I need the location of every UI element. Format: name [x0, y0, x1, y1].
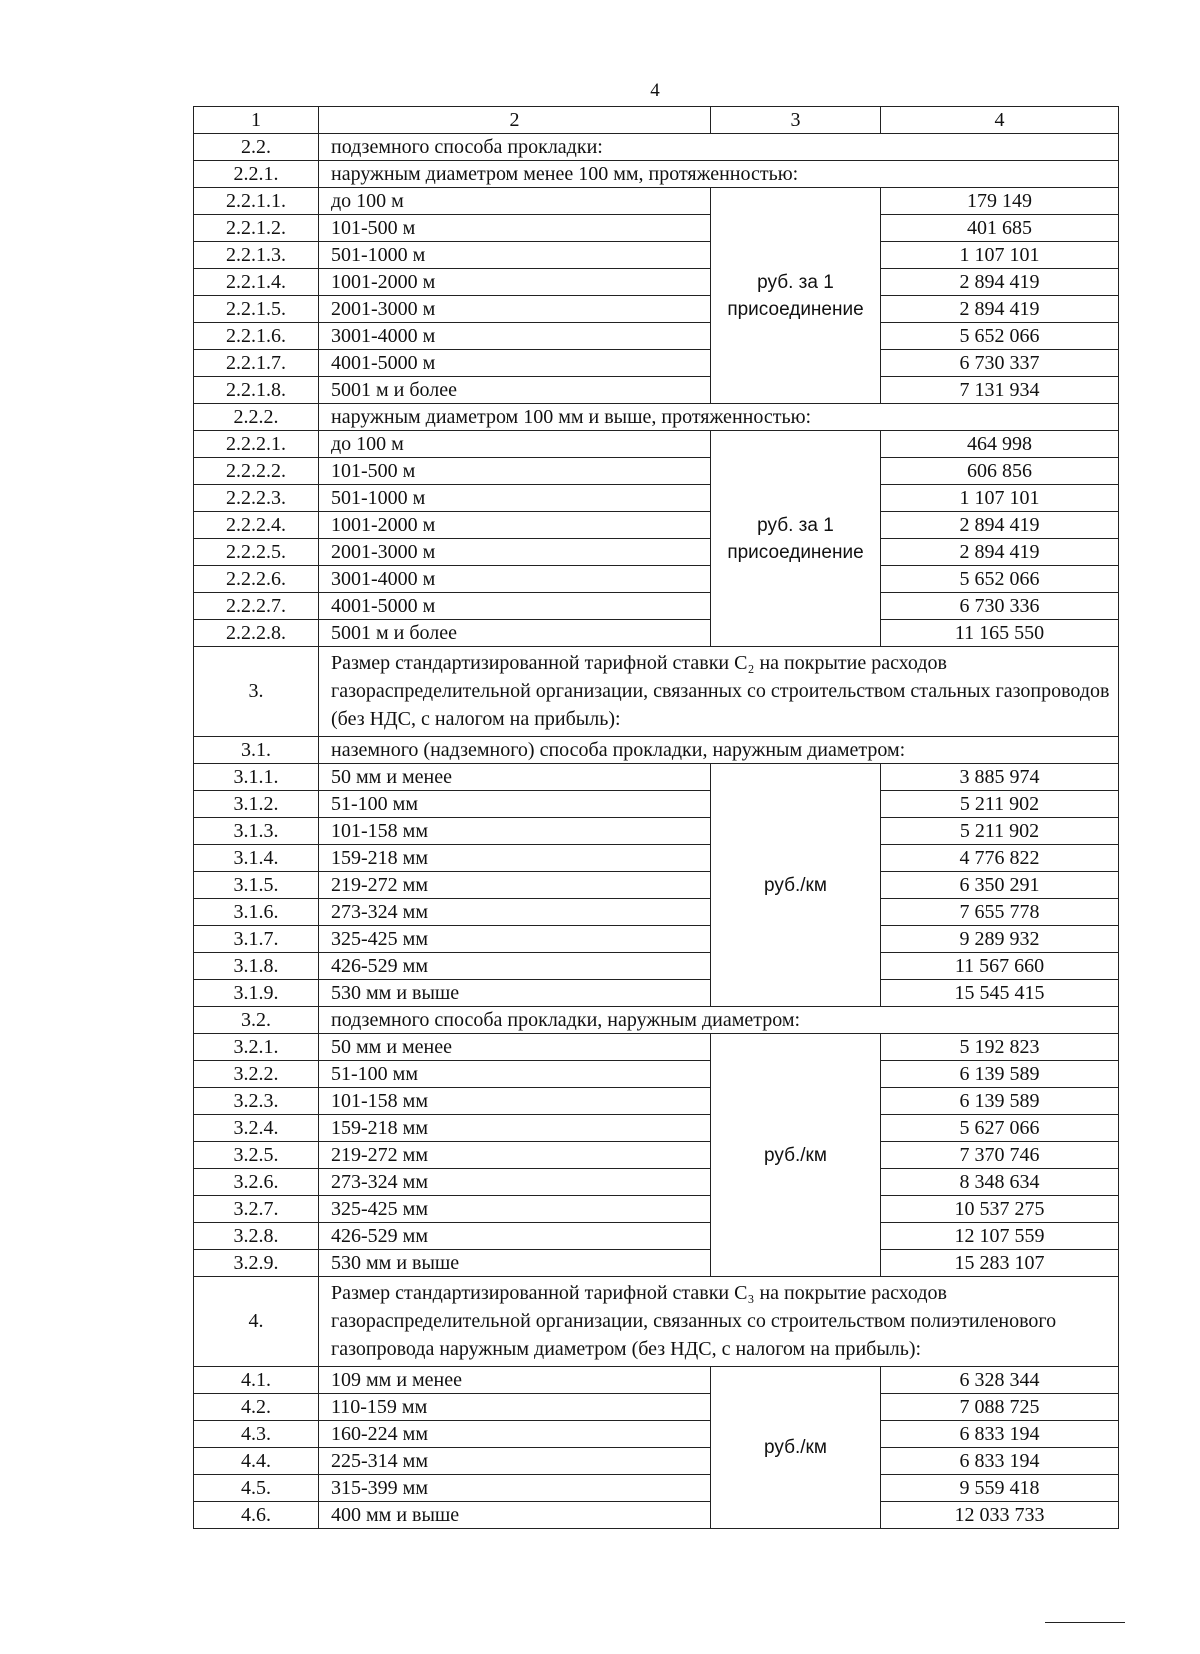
- row-description: 4001-5000 м: [319, 593, 711, 620]
- row-number: 3.2.1.: [194, 1034, 319, 1061]
- row-number: 3.1.4.: [194, 845, 319, 872]
- row-description: 5001 м и более: [319, 620, 711, 647]
- row-description: 51-100 мм: [319, 791, 711, 818]
- unit-label: руб./км: [711, 1367, 881, 1529]
- table-section-row: [194, 1007, 1119, 1034]
- rate-value: 6 833 194: [881, 1421, 1119, 1448]
- rate-value: 7 088 725: [881, 1394, 1119, 1421]
- table-row: [194, 485, 1119, 512]
- row-description: 219-272 мм: [319, 1142, 711, 1169]
- row-description: 273-324 мм: [319, 899, 711, 926]
- rate-value: 606 856: [881, 458, 1119, 485]
- row-description: 159-218 мм: [319, 845, 711, 872]
- table-row: [194, 818, 1119, 845]
- table-row: [194, 593, 1119, 620]
- row-description: 400 мм и выше: [319, 1502, 711, 1529]
- row-description: 2001-3000 м: [319, 296, 711, 323]
- rate-value: 1 107 101: [881, 485, 1119, 512]
- rate-value: 2 894 419: [881, 539, 1119, 566]
- rate-value: 11 567 660: [881, 953, 1119, 980]
- rate-value: 6 833 194: [881, 1448, 1119, 1475]
- row-number: 2.2.1.6.: [194, 323, 319, 350]
- row-number: 3.2.8.: [194, 1223, 319, 1250]
- table-row: [194, 1061, 1119, 1088]
- table-row: [194, 1142, 1119, 1169]
- table-row: [194, 1448, 1119, 1475]
- table-row: [194, 1034, 1119, 1061]
- section-title: подземного способа прокладки:: [319, 134, 1119, 161]
- row-description: 530 мм и выше: [319, 1250, 711, 1277]
- table-row: [194, 764, 1119, 791]
- header-cell: 2: [319, 107, 711, 134]
- row-description: 51-100 мм: [319, 1061, 711, 1088]
- table-row: [194, 953, 1119, 980]
- row-description: 160-224 мм: [319, 1421, 711, 1448]
- row-description: 426-529 мм: [319, 1223, 711, 1250]
- row-number: 3.1.6.: [194, 899, 319, 926]
- table-row: [194, 1367, 1119, 1394]
- table-row: [194, 926, 1119, 953]
- section-description: Размер стандартизированной тарифной ставки С₂ на покрытие расходов газораспределительной организации, связанных со строительством стальных газопроводов (без НДС, с налогом на прибыль):: [319, 647, 1119, 737]
- rate-value: 5 211 902: [881, 818, 1119, 845]
- rate-value: 3 885 974: [881, 764, 1119, 791]
- section-title: наружным диаметром 100 мм и выше, протяженностью:: [319, 404, 1119, 431]
- table-row: [194, 1088, 1119, 1115]
- table-row: [194, 845, 1119, 872]
- rate-value: 2 894 419: [881, 512, 1119, 539]
- row-description: 325-425 мм: [319, 1196, 711, 1223]
- row-number: 2.2.1.8.: [194, 377, 319, 404]
- table-row: [194, 1223, 1119, 1250]
- row-description: 101-500 м: [319, 458, 711, 485]
- row-description: до 100 м: [319, 431, 711, 458]
- row-number: 3.2.6.: [194, 1169, 319, 1196]
- rate-value: 6 350 291: [881, 872, 1119, 899]
- row-description: 2001-3000 м: [319, 539, 711, 566]
- table-row: [194, 1502, 1119, 1529]
- row-number: 4.3.: [194, 1421, 319, 1448]
- row-description: 501-1000 м: [319, 485, 711, 512]
- rate-value: 401 685: [881, 215, 1119, 242]
- table-paragraph-row: [194, 1277, 1119, 1367]
- table-row: [194, 899, 1119, 926]
- row-description: 4001-5000 м: [319, 350, 711, 377]
- rate-value: 5 627 066: [881, 1115, 1119, 1142]
- row-description: 501-1000 м: [319, 242, 711, 269]
- rate-value: 9 559 418: [881, 1475, 1119, 1502]
- table-row: [194, 566, 1119, 593]
- table-section-row: [194, 161, 1119, 188]
- table-header-row: [194, 107, 1119, 134]
- table-row: [194, 1250, 1119, 1277]
- row-number: 3.1.3.: [194, 818, 319, 845]
- rate-value: 12 033 733: [881, 1502, 1119, 1529]
- row-number: 2.2.2.4.: [194, 512, 319, 539]
- header-cell: 3: [711, 107, 881, 134]
- table-row: [194, 1196, 1119, 1223]
- table-row: [194, 872, 1119, 899]
- row-number: 4.2.: [194, 1394, 319, 1421]
- tariff-table-body: [194, 107, 1119, 1529]
- row-number: 3.1.8.: [194, 953, 319, 980]
- row-number: 2.2.2.1.: [194, 431, 319, 458]
- rate-value: 10 537 275: [881, 1196, 1119, 1223]
- row-number: 2.2.1.7.: [194, 350, 319, 377]
- rate-value: 6 328 344: [881, 1367, 1119, 1394]
- row-number: 2.2.1.1.: [194, 188, 319, 215]
- rate-value: 6 139 589: [881, 1061, 1119, 1088]
- row-description: 109 мм и менее: [319, 1367, 711, 1394]
- section-title: подземного способа прокладки, наружным диаметром:: [319, 1007, 1119, 1034]
- section-description: Размер стандартизированной тарифной ставки С₃ на покрытие расходов газораспределительной организации, связанных со строительством полиэтиленового газопровода наружным диаметром (без НДС, с налогом на прибыль):: [319, 1277, 1119, 1367]
- rate-value: 5 652 066: [881, 566, 1119, 593]
- table-row: [194, 512, 1119, 539]
- row-number: 2.2.2.7.: [194, 593, 319, 620]
- table-row: [194, 188, 1119, 215]
- table-row: [194, 431, 1119, 458]
- table-row: [194, 791, 1119, 818]
- row-description: 50 мм и менее: [319, 1034, 711, 1061]
- rate-value: 7 370 746: [881, 1142, 1119, 1169]
- rate-value: 6 730 337: [881, 350, 1119, 377]
- row-description: 1001-2000 м: [319, 269, 711, 296]
- unit-label: руб./км: [711, 764, 881, 1007]
- table-row: [194, 377, 1119, 404]
- row-number: 2.2.2.5.: [194, 539, 319, 566]
- row-description: 101-158 мм: [319, 1088, 711, 1115]
- row-description: 1001-2000 м: [319, 512, 711, 539]
- row-number: 2.2.2.3.: [194, 485, 319, 512]
- row-description: 3001-4000 м: [319, 566, 711, 593]
- header-cell: 4: [881, 107, 1119, 134]
- table-row: [194, 458, 1119, 485]
- footer-rule: [1045, 1622, 1125, 1623]
- section-title: наземного (надземного) способа прокладки, наружным диаметром:: [319, 737, 1119, 764]
- row-number: 3.2.9.: [194, 1250, 319, 1277]
- unit-label: руб. за 1 присоединение: [711, 431, 881, 647]
- rate-value: 11 165 550: [881, 620, 1119, 647]
- row-number: 2.2.1.2.: [194, 215, 319, 242]
- row-number: 3.2.: [194, 1007, 319, 1034]
- row-description: 225-314 мм: [319, 1448, 711, 1475]
- rate-value: 15 545 415: [881, 980, 1119, 1007]
- row-description: 325-425 мм: [319, 926, 711, 953]
- table-paragraph-row: [194, 647, 1119, 737]
- section-title: наружным диаметром менее 100 мм, протяженностью:: [319, 161, 1119, 188]
- rate-value: 6 139 589: [881, 1088, 1119, 1115]
- row-description: 273-324 мм: [319, 1169, 711, 1196]
- table-row: [194, 1394, 1119, 1421]
- row-description: 5001 м и более: [319, 377, 711, 404]
- header-cell: 1: [194, 107, 319, 134]
- rate-value: 2 894 419: [881, 269, 1119, 296]
- table-row: [194, 242, 1119, 269]
- table-row: [194, 980, 1119, 1007]
- table-row: [194, 215, 1119, 242]
- row-number: 3.1.9.: [194, 980, 319, 1007]
- rate-value: 5 192 823: [881, 1034, 1119, 1061]
- unit-label: руб. за 1 присоединение: [711, 188, 881, 404]
- table-section-row: [194, 737, 1119, 764]
- row-number: 3.1.5.: [194, 872, 319, 899]
- rate-value: 6 730 336: [881, 593, 1119, 620]
- row-number: 3.2.2.: [194, 1061, 319, 1088]
- row-number: 3.1.: [194, 737, 319, 764]
- row-number: 2.2.2.2.: [194, 458, 319, 485]
- unit-label: руб./км: [711, 1034, 881, 1277]
- row-description: 110-159 мм: [319, 1394, 711, 1421]
- row-number: 3.2.3.: [194, 1088, 319, 1115]
- table-row: [194, 296, 1119, 323]
- row-description: 3001-4000 м: [319, 323, 711, 350]
- row-number: 2.2.: [194, 134, 319, 161]
- row-number: 3.1.7.: [194, 926, 319, 953]
- row-description: 315-399 мм: [319, 1475, 711, 1502]
- row-number: 3.: [194, 647, 319, 737]
- rate-value: 12 107 559: [881, 1223, 1119, 1250]
- table-section-row: [194, 404, 1119, 431]
- row-number: 2.2.1.3.: [194, 242, 319, 269]
- rate-value: 2 894 419: [881, 296, 1119, 323]
- rate-value: 464 998: [881, 431, 1119, 458]
- row-number: 4.4.: [194, 1448, 319, 1475]
- row-number: 2.2.2.: [194, 404, 319, 431]
- table-row: [194, 1169, 1119, 1196]
- row-description: 101-500 м: [319, 215, 711, 242]
- rate-value: 7 131 934: [881, 377, 1119, 404]
- rate-value: 179 149: [881, 188, 1119, 215]
- row-description: 159-218 мм: [319, 1115, 711, 1142]
- table-row: [194, 1421, 1119, 1448]
- rate-value: 1 107 101: [881, 242, 1119, 269]
- row-description: 50 мм и менее: [319, 764, 711, 791]
- rate-value: 15 283 107: [881, 1250, 1119, 1277]
- row-description: 530 мм и выше: [319, 980, 711, 1007]
- table-row: [194, 323, 1119, 350]
- row-description: 101-158 мм: [319, 818, 711, 845]
- tariff-table: [193, 106, 1119, 1529]
- row-number: 3.1.1.: [194, 764, 319, 791]
- table-row: [194, 539, 1119, 566]
- row-number: 4.: [194, 1277, 319, 1367]
- rate-value: 7 655 778: [881, 899, 1119, 926]
- row-number: 4.6.: [194, 1502, 319, 1529]
- row-number: 2.2.2.6.: [194, 566, 319, 593]
- table-section-row: [194, 134, 1119, 161]
- row-description: 219-272 мм: [319, 872, 711, 899]
- table-row: [194, 350, 1119, 377]
- row-number: 4.5.: [194, 1475, 319, 1502]
- page-number: 4: [650, 80, 660, 101]
- table-row: [194, 269, 1119, 296]
- rate-value: 8 348 634: [881, 1169, 1119, 1196]
- row-description: до 100 м: [319, 188, 711, 215]
- rate-value: 5 652 066: [881, 323, 1119, 350]
- row-description: 426-529 мм: [319, 953, 711, 980]
- row-number: 2.2.1.5.: [194, 296, 319, 323]
- rate-value: 5 211 902: [881, 791, 1119, 818]
- table-row: [194, 1115, 1119, 1142]
- rate-value: 4 776 822: [881, 845, 1119, 872]
- row-number: 4.1.: [194, 1367, 319, 1394]
- row-number: 3.2.5.: [194, 1142, 319, 1169]
- row-number: 3.2.4.: [194, 1115, 319, 1142]
- row-number: 3.1.2.: [194, 791, 319, 818]
- table-row: [194, 620, 1119, 647]
- rate-value: 9 289 932: [881, 926, 1119, 953]
- row-number: 3.2.7.: [194, 1196, 319, 1223]
- row-number: 2.2.1.4.: [194, 269, 319, 296]
- row-number: 2.2.1.: [194, 161, 319, 188]
- row-number: 2.2.2.8.: [194, 620, 319, 647]
- table-row: [194, 1475, 1119, 1502]
